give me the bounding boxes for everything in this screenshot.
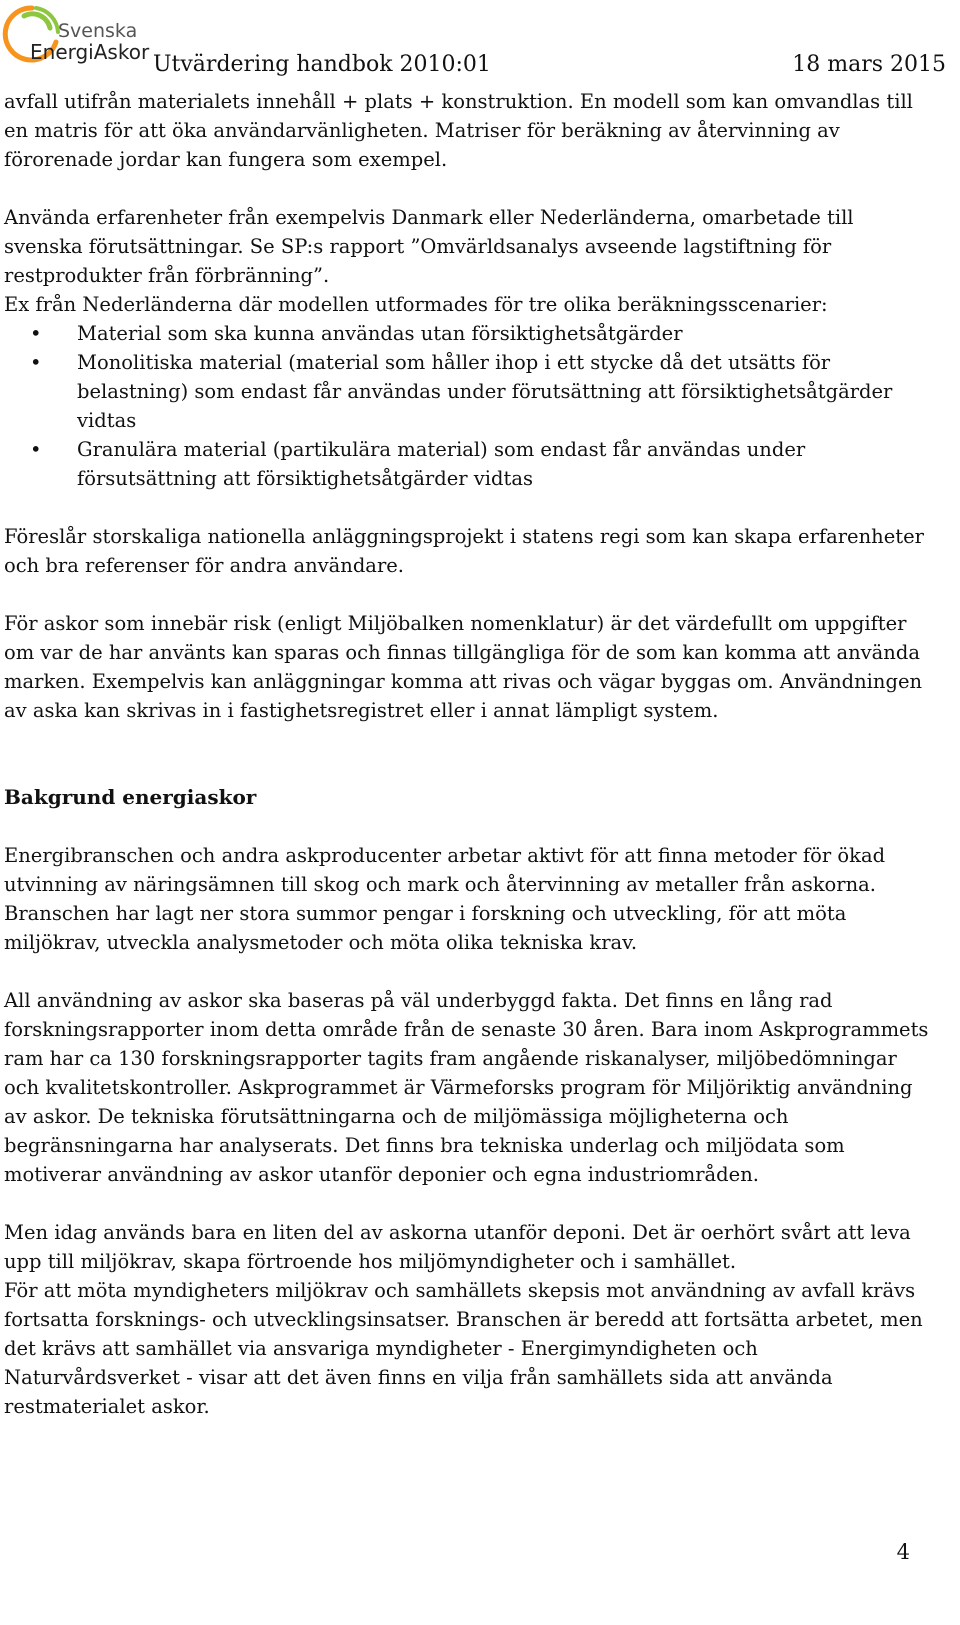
document-title: Utvärdering handbok 2010:01 bbox=[153, 52, 491, 77]
paragraph-industry-investment: Branschen har lagt ner stora summor pengar i forskning och utveckling, för att möta miljökrav, utveckla analysmetoder och möta olika tekniska krav. bbox=[4, 902, 847, 954]
document-body bbox=[4, 87, 934, 1421]
paragraph-industry-active: Energibranschen och andra askproducenter arbetar aktivt för att finna metoder för ökad utvinning av näringsämnen till skog och mark och återvinning av metaller från askorna. bbox=[4, 844, 886, 896]
paragraph-continued-research: För att möta myndigheters miljökrav och samhällets skepsis mot användning av avfall krävs fortsatta forsknings- och utvecklingsinsatser. Branschen är beredd att fortsätta arbetet, men det krävs att samhället via ansvariga myndigheter - Energimyndigheten och Naturvårdsverket - visar att det även finns en vilja från samhällets sida att använda restmaterialet askor. bbox=[4, 1279, 923, 1418]
list-item: • Monolitiska material (material som håller ihop i ett stycke då det utsätts för belastning) som endast får användas under förutsättning att försiktighetsåtgärder vidtas bbox=[77, 348, 934, 435]
page-number: 4 bbox=[896, 1540, 910, 1564]
svenska-energiaskor-logo bbox=[2, 2, 152, 72]
list-item: • Granulära material (partikulära material) som endast får användas under försutsättning att försiktighetsåtgärder vidtas bbox=[77, 435, 934, 493]
paragraph-national-projects: Föreslår storskaliga nationella anläggningsprojekt i statens regi som kan skapa erfarenheter och bra referenser för andra användare. bbox=[4, 525, 924, 577]
page-header bbox=[0, 0, 960, 88]
list-item: • Material som ska kunna användas utan försiktighetsåtgärder bbox=[77, 319, 934, 348]
paragraph-experiences: Använda erfarenheter från exempelvis Danmark eller Nederländerna, omarbetade till svenska förutsättningar. Se SP:s rapport ”Omvärldsanalys avseende lagstiftning för restprodukter från förbränning”. bbox=[4, 206, 854, 287]
scenario-list bbox=[4, 319, 934, 493]
section-heading: Bakgrund energiaskor bbox=[4, 785, 257, 809]
logo-text-energiaskor: EnergiAskor bbox=[30, 40, 150, 64]
paragraph-netherlands-intro: Ex från Nederländerna där modellen utformades för tre olika beräkningsscenarier: bbox=[4, 293, 828, 316]
logo-text-svenska: Svenska bbox=[58, 20, 138, 42]
paragraph-current-usage: Men idag används bara en liten del av askorna utanför deponi. Det är oerhört svårt att leva upp till miljökrav, skapa förtroende hos miljömyndigheter och i samhället. bbox=[4, 1221, 911, 1273]
paragraph-risk-ashes: För askor som innebär risk (enligt Miljöbalken nomenklatur) är det värdefullt om uppgifter om var de har använts kan sparas och finnas tillgängliga för de som kan komma att använda marken. Exempelvis kan anläggningar komma att rivas och vägar byggas om. Användningen av aska kan skrivas in i fastighetsregistret eller i annat lämpligt system. bbox=[4, 612, 923, 722]
document-date: 18 mars 2015 bbox=[792, 52, 946, 77]
paragraph-research-facts: All användning av askor ska baseras på väl underbyggd fakta. Det finns en lång rad forskningsrapporter inom detta område från de senaste 30 åren. Bara inom Askprogrammets ram har ca 130 forskningsrapporter tagits fram angående riskanalyser, miljöbedömningar och kvalitetskontroller. Askprogrammet är Värmeforsks program för Miljöriktig användning av askor. De tekniska förutsättningarna och de miljömässiga möjligheterna och begränsningarna har analyserats. Det finns bra tekniska underlag och miljödata som motiverar användning av askor utanför deponier och egna industriområden. bbox=[4, 989, 929, 1186]
paragraph-continuation: avfall utifrån materialets innehåll + plats + konstruktion. En modell som kan omvandlas till en matris för att öka användarvänligheten. Matriser för beräkning av återvinning av förorenade jordar kan fungera som exempel. bbox=[4, 90, 913, 171]
